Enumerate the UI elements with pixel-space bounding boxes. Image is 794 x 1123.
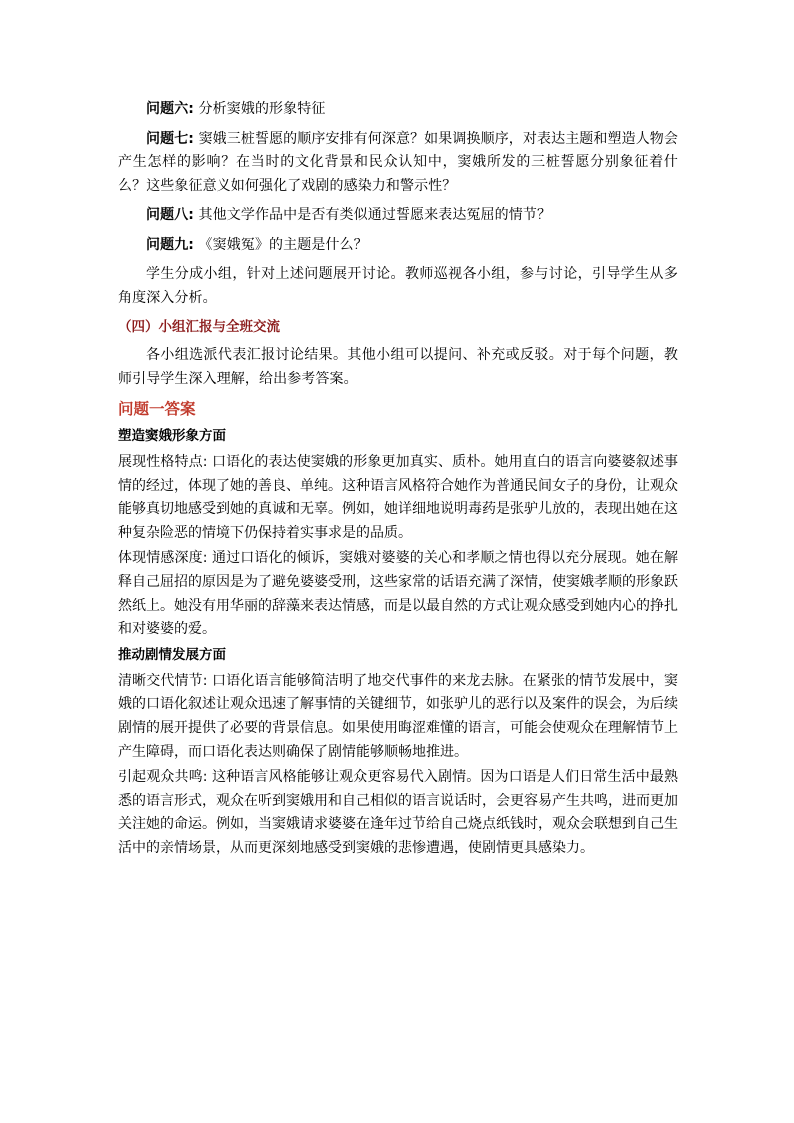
document-page: [118, 98, 678, 863]
question-9: [118, 234, 678, 258]
question-text: 窦娥三桩誓愿的顺序安排有何深意？如果调换顺序，对表达主题和塑造人物会产生怎样的影响？在当时的文化背景和民众认知中，窦娥所发的三桩誓愿分别象征着什么？这些象征意义如何强化了戏剧的感染力和警示性？: [118, 130, 679, 194]
body-paragraph: 清晰交代情节: 口语化语言能够简洁明了地交代事件的来龙去脉。在紧张的情节发展中，窦娥的口语化叙述让观众迅速了解事情的关键细节，如张驴儿的恶行以及案件的误会，为后续剧情的展开提供了必要的背景信息。如果使用晦涩难懂的语言，可能会使观众在理解情节上产生障碍，而口语化表达则确保了剧情能够顺畅地推进。: [118, 672, 678, 760]
question-text: 其他文学作品中是否有类似通过誓愿来表达冤屈的情节？: [194, 207, 552, 223]
answer-title: 问题一答案: [118, 400, 196, 418]
question-text: 分析窦娥的形象特征: [194, 101, 326, 117]
section-paragraph: 各小组选派代表汇报讨论结果。其他小组可以提问、补充或反驳。对于每个问题，教师引导学生深入理解，给出参考答案。: [118, 347, 678, 387]
question-label: 问题六:: [146, 101, 194, 117]
question-label: 问题八:: [146, 207, 194, 223]
question-label: 问题九:: [146, 236, 194, 253]
subsection-heading: 推动剧情发展方面: [118, 646, 226, 663]
question-text: 《窦娥冤》的主题是什么？: [194, 236, 368, 253]
section-heading: （四）小组汇报与全班交流: [118, 319, 280, 335]
question-6: [118, 98, 678, 122]
body-paragraph: 引起观众共鸣: 这种语言风格能够让观众更容易代入剧情。因为口语是人们日常生活中最熟悉的语言形式，观众在听到窦娥用和自己相似的语言说话时，会更容易产生共鸣，进而更加关注她的命运。例如，当窦娥请求婆婆在逢年过节给自己烧点纸钱时，观众会联想到自己生活中的亲情场景，从而更深刻地感受到窦娥的悲惨遭遇，使剧情更具感染力。: [118, 769, 678, 856]
body-paragraph: 展现性格特点: 口语化的表达使窦娥的形象更加真实、质朴。她用直白的语言向婆婆叙述事情的经过，体现了她的善良、单纯。这种语言风格符合她作为普通民间女子的身份，让观众能够真切地感受到她的真诚和无辜。例如，她详细地说明毒药是张驴儿放的，表现出她在这种复杂险恶的情境下仍保持着实事求是的品质。: [118, 454, 678, 541]
question-8: [118, 204, 678, 228]
question-label: 问题七:: [146, 130, 195, 147]
subsection-heading: 塑造窦娥形象方面: [118, 428, 226, 444]
question-7: [118, 128, 678, 199]
discussion-paragraph: 学生分成小组，针对上述问题展开讨论。教师巡视各小组，参与讨论，引导学生从多角度深入分析。: [118, 266, 678, 306]
body-paragraph: 体现情感深度: 通过口语化的倾诉，窦娥对婆婆的关心和孝顺之情也得以充分展现。她在解释自己屈招的原因是为了避免婆婆受刑，这些家常的话语充满了深情，使窦娥孝顺的形象跃然纸上。她没有用华丽的辞藻来表达情感，而是以最自然的方式让观众感受到她内心的挣扎和对婆婆的爱。: [118, 550, 678, 638]
